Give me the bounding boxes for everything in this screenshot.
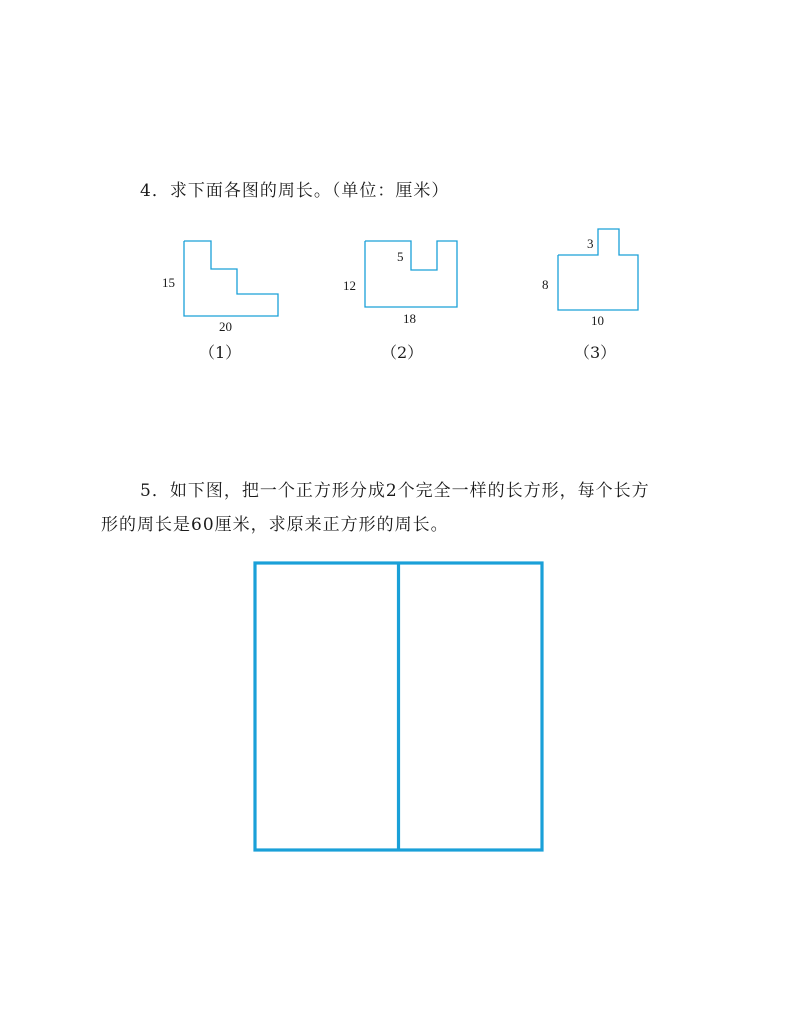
figure-1-height-label: 15 [162, 275, 175, 290]
figure-1-caption: （1） [199, 343, 242, 362]
figure-1-width-label: 20 [219, 319, 232, 334]
question-5-line-1: 5．如下图，把一个正方形分成2个完全一样的长方形，每个长方 [140, 481, 650, 501]
figure-3-height-label: 8 [542, 277, 549, 292]
figure-2-width-label: 18 [403, 311, 416, 326]
figure-2-notch-label: 5 [397, 249, 404, 264]
question-5-line-2: 形的周长是60厘米，求原来正方形的周长。 [101, 515, 449, 535]
figure-3-width-label: 10 [591, 313, 604, 328]
figure-2-caption: （2） [381, 343, 424, 362]
question-4-prompt: 4．求下面各图的周长。（单位：厘米） [140, 181, 450, 201]
figure-3-top-label: 3 [587, 236, 594, 251]
figure-3-caption: （3） [574, 343, 617, 362]
figure-2-height-label: 12 [343, 278, 356, 293]
